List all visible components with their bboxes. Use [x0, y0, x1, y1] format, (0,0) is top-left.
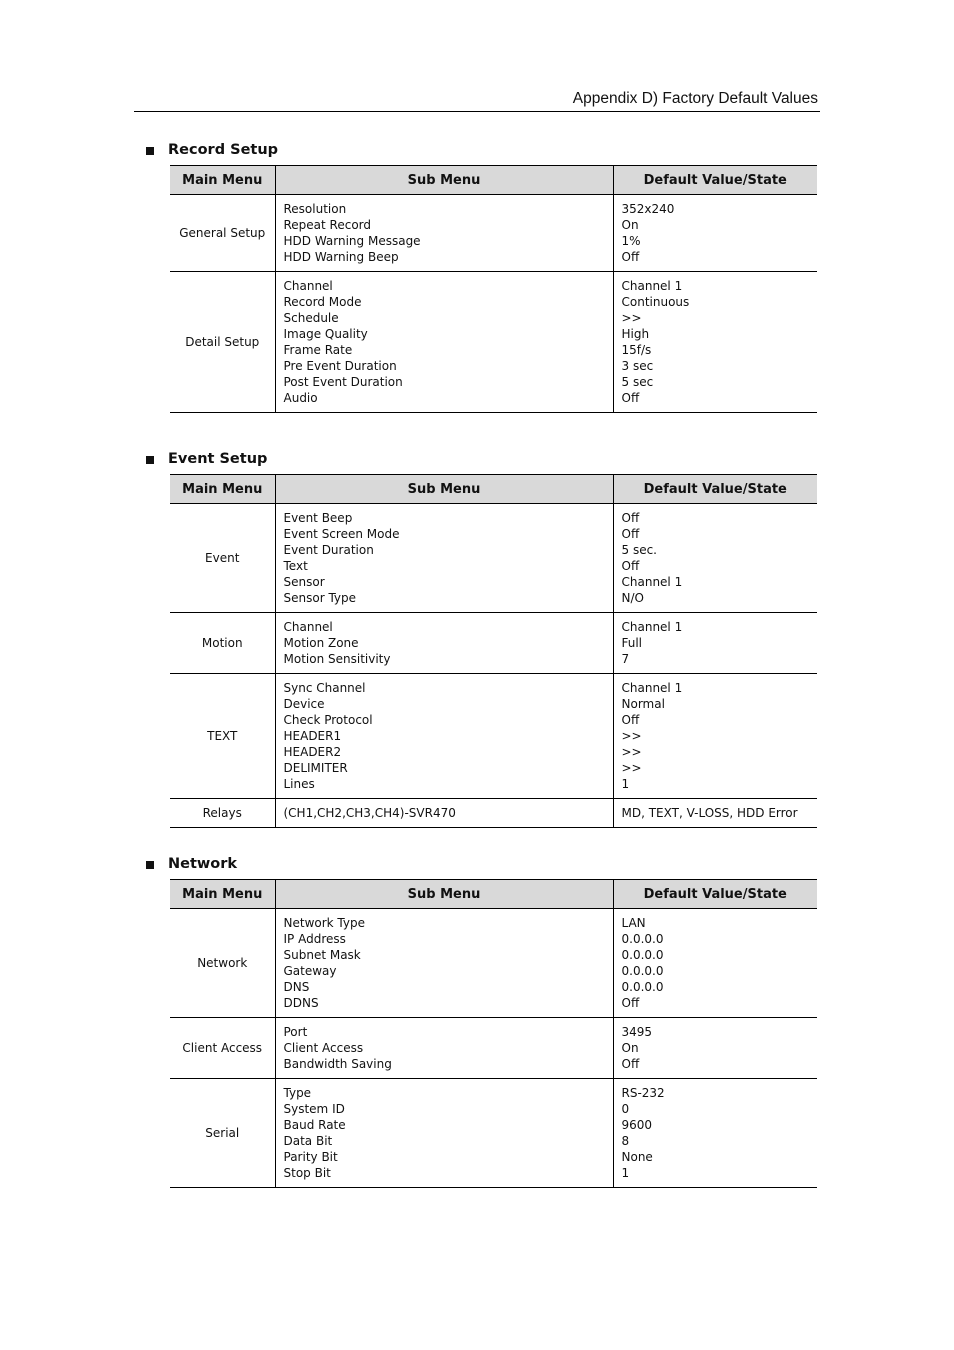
default-value-item: MD, TEXT, V-LOSS, HDD Error	[621, 806, 798, 820]
sub-menu-item: Baud Rate	[283, 1118, 346, 1132]
section-heading	[146, 140, 818, 160]
table-row	[170, 799, 817, 828]
column-header-default-value: Default Value/State	[613, 880, 817, 909]
column-header-default-value: Default Value/State	[613, 166, 817, 195]
column-header-main-menu: Main Menu	[170, 166, 275, 195]
default-value-item: Off	[621, 559, 640, 573]
defaults-table	[170, 879, 817, 1188]
page-header	[134, 88, 820, 112]
sub-menu-item: Client Access	[283, 1041, 364, 1055]
default-value-item: Full	[621, 636, 643, 650]
default-value-item: 5 sec	[621, 375, 654, 389]
sub-menu-item: Bandwidth Saving	[283, 1057, 392, 1071]
column-header-sub-menu: Sub Menu	[275, 475, 613, 504]
default-value-item: Off	[621, 1057, 640, 1071]
page-title: Appendix D) Factory Default Values	[572, 90, 818, 107]
column-header-sub-menu: Sub Menu	[275, 166, 613, 195]
sub-menu-item: Device	[283, 697, 325, 711]
default-value-item: >>	[621, 761, 642, 775]
default-value-item: 1%	[621, 234, 641, 248]
sub-menu-item: Event Screen Mode	[283, 527, 400, 541]
default-value-item: 5 sec.	[621, 543, 657, 557]
default-value-cell	[613, 799, 817, 828]
default-value-item: Off	[621, 250, 640, 264]
sub-menu-item: HEADER2	[283, 745, 342, 759]
default-value-item: Off	[621, 391, 640, 405]
table-row	[170, 272, 817, 413]
sub-menu-item: Motion Sensitivity	[283, 652, 391, 666]
sub-menu-cell	[275, 799, 613, 828]
default-value-item: >>	[621, 745, 642, 759]
sub-menu-item: DDNS	[283, 996, 319, 1010]
table-row	[170, 613, 817, 674]
default-value-item: 9600	[621, 1118, 653, 1132]
default-value-cell	[613, 195, 817, 272]
sub-menu-item: Repeat Record	[283, 218, 372, 232]
default-value-item: 0.0.0.0	[621, 980, 664, 994]
sub-menu-item: Post Event Duration	[283, 375, 403, 389]
sub-menu-item: Record Mode	[283, 295, 362, 309]
default-value-item: 3 sec	[621, 359, 654, 373]
sub-menu-cell	[275, 272, 613, 413]
main-menu-cell: Motion	[170, 613, 275, 674]
default-value-cell	[613, 504, 817, 613]
section-network	[146, 854, 818, 1188]
square-bullet-icon	[146, 147, 154, 155]
default-value-item: 352x240	[621, 202, 675, 216]
column-header-main-menu: Main Menu	[170, 880, 275, 909]
defaults-table	[170, 474, 817, 828]
sub-menu-cell	[275, 909, 613, 1018]
sub-menu-item: Parity Bit	[283, 1150, 338, 1164]
main-menu-cell: Relays	[170, 799, 275, 828]
main-menu-cell: TEXT	[170, 674, 275, 799]
default-value-cell	[613, 613, 817, 674]
default-value-item: Off	[621, 527, 640, 541]
sub-menu-item: Sync Channel	[283, 681, 366, 695]
default-value-item: Off	[621, 511, 640, 525]
sub-menu-cell	[275, 195, 613, 272]
default-value-cell	[613, 272, 817, 413]
sub-menu-item: Image Quality	[283, 327, 368, 341]
default-value-item: On	[621, 218, 639, 232]
default-value-cell	[613, 1079, 817, 1188]
main-menu-cell: Event	[170, 504, 275, 613]
sub-menu-item: HEADER1	[283, 729, 342, 743]
default-value-item: Continuous	[621, 295, 690, 309]
sub-menu-item: (CH1,CH2,CH3,CH4)-SVR470	[283, 806, 456, 820]
default-value-item: >>	[621, 729, 642, 743]
sub-menu-item: Network Type	[283, 916, 365, 930]
default-value-item: Channel 1	[621, 620, 683, 634]
default-value-cell	[613, 1018, 817, 1079]
sub-menu-item: Audio	[283, 391, 318, 405]
main-menu-cell: Client Access	[170, 1018, 275, 1079]
sub-menu-item: Check Protocol	[283, 713, 373, 727]
table-row	[170, 195, 817, 272]
sub-menu-item: Event Duration	[283, 543, 374, 557]
main-menu-cell: Detail Setup	[170, 272, 275, 413]
sub-menu-item: Event Beep	[283, 511, 353, 525]
table-row	[170, 504, 817, 613]
default-value-item: 0.0.0.0	[621, 964, 664, 978]
section-heading-text: Event Setup	[168, 451, 268, 467]
sub-menu-item: Pre Event Duration	[283, 359, 397, 373]
sub-menu-cell	[275, 674, 613, 799]
sub-menu-cell	[275, 1018, 613, 1079]
section-event-setup	[146, 449, 818, 828]
sub-menu-cell	[275, 1079, 613, 1188]
sub-menu-item: Sensor	[283, 575, 325, 589]
default-value-item: Channel 1	[621, 279, 683, 293]
table-row	[170, 1018, 817, 1079]
default-value-item: 0.0.0.0	[621, 932, 664, 946]
sub-menu-item: Channel	[283, 279, 333, 293]
sub-menu-item: Motion Zone	[283, 636, 359, 650]
main-menu-cell: General Setup	[170, 195, 275, 272]
section-heading	[146, 449, 818, 469]
sub-menu-item: IP Address	[283, 932, 346, 946]
column-header-main-menu: Main Menu	[170, 475, 275, 504]
default-value-item: Normal	[621, 697, 665, 711]
defaults-table	[170, 165, 817, 413]
default-value-item: Channel 1	[621, 681, 683, 695]
table-row	[170, 674, 817, 799]
sub-menu-item: Text	[283, 559, 308, 573]
default-value-item: 1	[621, 1166, 630, 1180]
table-header-row	[170, 166, 817, 195]
main-menu-cell: Serial	[170, 1079, 275, 1188]
square-bullet-icon	[146, 456, 154, 464]
sub-menu-item: Resolution	[283, 202, 347, 216]
section-heading-text: Record Setup	[168, 142, 279, 158]
default-value-item: High	[621, 327, 650, 341]
default-value-item: On	[621, 1041, 639, 1055]
default-value-item: Off	[621, 713, 640, 727]
sub-menu-item: DNS	[283, 980, 310, 994]
default-value-item: N/O	[621, 591, 644, 605]
sub-menu-item: DELIMITER	[283, 761, 348, 775]
column-header-sub-menu: Sub Menu	[275, 880, 613, 909]
sub-menu-cell	[275, 504, 613, 613]
default-value-cell	[613, 674, 817, 799]
default-value-item: 15f/s	[621, 343, 652, 357]
sub-menu-item: Schedule	[283, 311, 339, 325]
square-bullet-icon	[146, 861, 154, 869]
default-value-item: 0.0.0.0	[621, 948, 664, 962]
sub-menu-item: Sensor Type	[283, 591, 357, 605]
section-heading	[146, 854, 818, 874]
sub-menu-item: System ID	[283, 1102, 345, 1116]
default-value-cell	[613, 909, 817, 1018]
sub-menu-item: HDD Warning Beep	[283, 250, 399, 264]
default-value-item: RS-232	[621, 1086, 665, 1100]
default-value-item: LAN	[621, 916, 646, 930]
table-row	[170, 1079, 817, 1188]
section-heading-text: Network	[168, 856, 238, 872]
default-value-item: 7	[621, 652, 630, 666]
sub-menu-item: Channel	[283, 620, 333, 634]
sub-menu-item: Lines	[283, 777, 315, 791]
default-value-item: None	[621, 1150, 653, 1164]
default-value-item: 1	[621, 777, 630, 791]
default-value-item: >>	[621, 311, 642, 325]
table-header-row	[170, 475, 817, 504]
default-value-item: 3495	[621, 1025, 653, 1039]
main-menu-cell: Network	[170, 909, 275, 1018]
default-value-item: 8	[621, 1134, 630, 1148]
sub-menu-item: Subnet Mask	[283, 948, 361, 962]
sub-menu-item: Frame Rate	[283, 343, 353, 357]
default-value-item: 0	[621, 1102, 630, 1116]
column-header-default-value: Default Value/State	[613, 475, 817, 504]
table-row	[170, 909, 817, 1018]
sub-menu-item: HDD Warning Message	[283, 234, 421, 248]
sub-menu-item: Stop Bit	[283, 1166, 331, 1180]
default-value-item: Channel 1	[621, 575, 683, 589]
default-value-item: Off	[621, 996, 640, 1010]
sub-menu-item: Gateway	[283, 964, 337, 978]
sub-menu-cell	[275, 613, 613, 674]
table-header-row	[170, 880, 817, 909]
sub-menu-item: Port	[283, 1025, 308, 1039]
sub-menu-item: Type	[283, 1086, 312, 1100]
section-record-setup	[146, 140, 818, 413]
sub-menu-item: Data Bit	[283, 1134, 333, 1148]
